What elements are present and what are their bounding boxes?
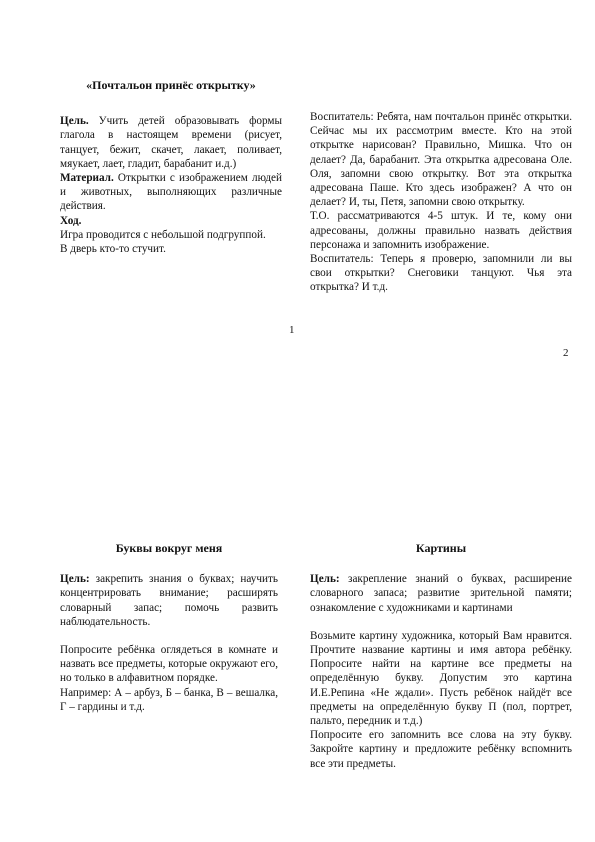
body-paragraph: Попросите его запомнить все слова на эту букву. Закройте картину и предложите ребёнку вспомнить все эти предметы. <box>310 729 572 770</box>
goal-label: Цель: <box>310 573 340 586</box>
material-paragraph <box>60 171 282 214</box>
goal-paragraph <box>60 572 278 629</box>
body-line: Игра проводится с небольшой подгруппой. <box>60 228 266 241</box>
course-label: Ход. <box>60 214 82 227</box>
goal-text: Учить детей образовывать формы глагола в настоящем времени (рисует, танцует, бежит, скачет, лакает, поливает, мяукает, лает, гладит, барабанит и.д.) <box>60 115 282 170</box>
goal-paragraph <box>310 572 572 615</box>
page-number: 2 <box>563 347 569 359</box>
body-paragraph: Воспитатель: Теперь я проверю, запомнили ли вы свои открытки? Снеговики танцуют. Чья эта открытка? И т.д. <box>310 253 572 294</box>
card-title: Картины <box>415 541 467 555</box>
goal-text: закрепление знаний о буквах, расширение словарного запаса; развитие зрительной памяти; ознакомление с художниками и картинами <box>310 573 572 614</box>
body-paragraph: Воспитатель: Ребята, нам почтальон принёс открытки. Сейчас мы их рассмотрим вместе. Кто на этой открытке нарисован? Правильно, Мишка. Что он делает? Да, барабанит. Эта открытка адресована Оле. Оля, запомни свою открытку. Вот эта открытка адресована Паше. Кто здесь изображен? А что он делает? И, ты, Петя, запомни свою открытку. <box>310 111 572 209</box>
body-line: В дверь кто-то стучит. <box>60 243 166 256</box>
goal-paragraph <box>60 114 282 171</box>
card-title: «Почтальон принёс открытку» <box>86 78 256 92</box>
card-bukvy <box>60 541 278 714</box>
body-paragraph: Т.О. рассматриваются 4-5 штук. И те, кому они адресованы, должны правильно назвать действия персонажа и запомнить изображение. <box>310 210 572 251</box>
goal-label: Цель: <box>60 573 90 586</box>
card-pochtalon-continued <box>310 110 572 295</box>
card-pochtalon <box>60 78 282 256</box>
card-title: Буквы вокруг меня <box>115 541 223 555</box>
card-kartiny <box>310 541 572 771</box>
material-text: Открытки с изображением людей и животных, выполняющих различные действия. <box>60 172 282 213</box>
goal-label: Цель. <box>60 115 89 128</box>
body-paragraph: Возьмите картину художника, который Вам нравится. Прочтите название картины и имя автора ребёнку. Попросите найти на картине все предметы на определённую букву. Допустим это картина И.Е.Репина «Не ждали». Пусть ребёнок найдёт все предметы на определённую букву П (пол, портрет, пальто, передник и т.д.) <box>310 629 572 728</box>
body-paragraph: Например: А – арбуз, Б – банка, В – вешалка, Г – гардины и т.д. <box>60 686 278 713</box>
page-number: 1 <box>289 324 295 336</box>
goal-text: закрепить знания о буквах; научить концентрировать внимание; расширять словарный запас; помочь развить наблюдательность. <box>60 573 278 628</box>
material-label: Материал. <box>60 172 114 185</box>
body-paragraph: Попросите ребёнка оглядеться в комнате и назвать все предметы, которые окружают его, но только в алфавитном порядке. <box>60 644 278 685</box>
